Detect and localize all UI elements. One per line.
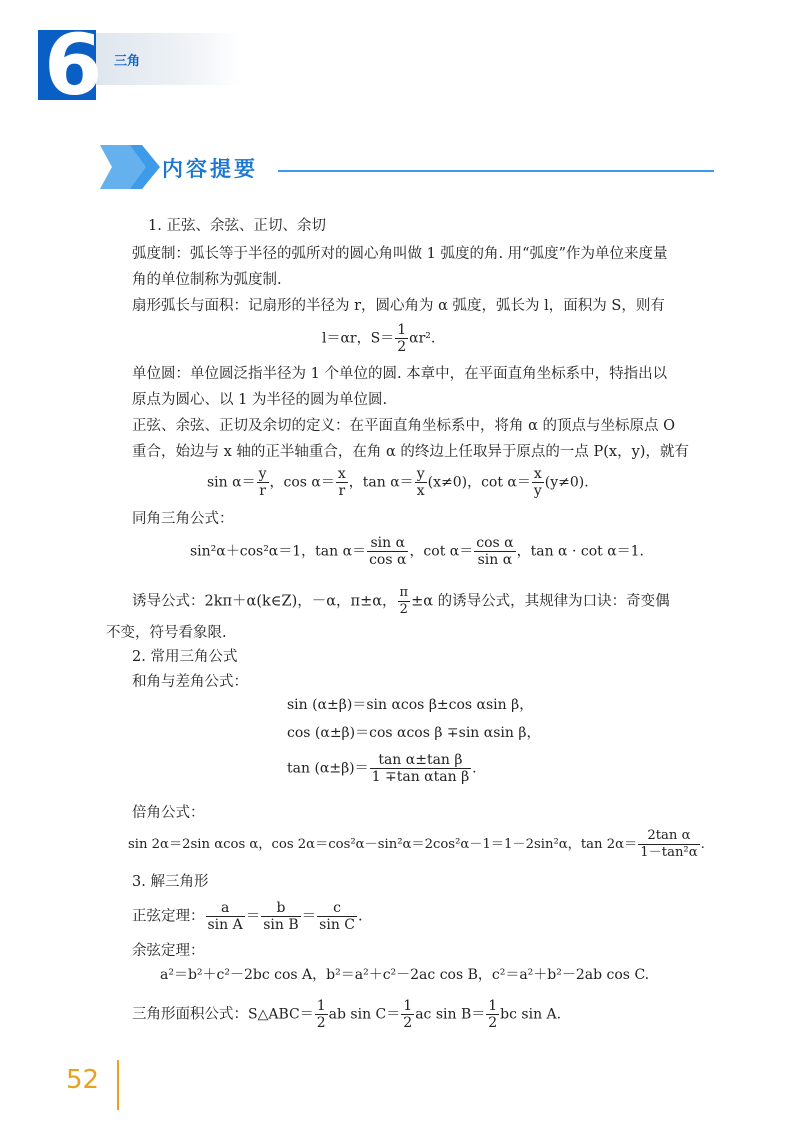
chapter-title: 三角 <box>114 54 141 69</box>
formula-sin-sum: sin (α±β)＝sin αcos β±cos αsin β， <box>287 697 534 713</box>
formula-cos-sum: cos (α±β)＝cos αcos β ∓sin αsin β， <box>287 725 541 741</box>
heading-3: 3. 解三角形 <box>132 874 209 890</box>
paragraph-definition-2: 重合，始边与 x 轴的正半轴重合，在角 α 的终边上任取异于原点的一点 P(x，y)，就有 <box>132 444 689 460</box>
paragraph-sine-law: 正弦定理： $\frac{a}{\text{sin A}}$ ＝ $\frac{b}{\text{sin B}}$ ＝ $\frac{c}{\text{sin C}}$ . <box>132 900 363 933</box>
formula-tan-sum: tan (α±β)＝ $\frac{\text{tan α±tan β}}{\text{1 ∓tan αtan β}}$ . <box>287 752 477 785</box>
formula-cosine-law: a²＝b²＋c²－2bc cos A，b²＝a²＋c²－2ac cos B，c²＝a²＋b²－2ab cos C. <box>160 967 650 983</box>
section-divider <box>278 170 714 172</box>
paragraph-area: 三角形面积公式：S△ABC＝ $\frac{1}{2}$ ab sin C＝ $\frac{1}{2}$ ac sin B＝ $\frac{1}{2}$ bc sin A. <box>132 998 562 1031</box>
paragraph-unit-circle-1: 单位圆：单位圆泛指半径为 1 个单位的圆. 本章中，在平面直角坐标系中，特指出以 <box>132 366 668 382</box>
paragraph-sum-diff: 和角与差角公式： <box>132 674 248 690</box>
paragraph-double-angle: 倍角公式： <box>132 805 205 821</box>
paragraph-induction-2: 不变，符号看象限. <box>106 625 227 641</box>
paragraph-sector: 扇形弧长与面积：记扇形的半径为 r，圆心角为 α 弧度，弧长为 l，面积为 S，则有 <box>132 298 665 314</box>
formula-sector: l＝αr，S＝ $\frac{1}{2}$ αr². <box>322 322 436 355</box>
chapter-number: 6 <box>44 16 103 114</box>
paragraph-definition-1: 正弦、余弦、正切及余切的定义：在平面直角坐标系中，将角 α 的顶点与坐标原点 O <box>132 418 676 434</box>
page-number-bar <box>117 1060 119 1110</box>
paragraph-unit-circle-2: 原点为圆心、以 1 为半径的圆为单位圆. <box>132 392 388 408</box>
heading-2: 2. 常用三角公式 <box>132 649 238 665</box>
formula-double-angle: sin 2α＝2sin αcos α，cos 2α＝cos²α－sin²α＝2cos²α－1＝1－2sin²α，tan 2α＝ $\frac{\text{2tan α}}{\text{1－tan²α}}$ . <box>128 828 705 860</box>
paragraph-cosine-law: 余弦定理： <box>132 943 205 959</box>
paragraph-radian-2: 角的单位制称为弧度制. <box>132 272 282 288</box>
paragraph-same-angle: 同角三角公式： <box>132 511 234 527</box>
heading-1: 1. 正弦、余弦、正切、余切 <box>148 218 326 234</box>
section-title: 内容提要 <box>162 157 258 181</box>
formula-same-angle: sin²α＋cos²α＝1，tan α＝ $\frac{\text{sin α}}{\text{cos α}}$ ，cot α＝ $\frac{\text{cos α}}{\text{sin α}}$ ，tan α · cot α＝1. <box>190 535 645 568</box>
paragraph-radian-1: 弧度制：弧长等于半径的弧所对的圆心角叫做 1 弧度的角. 用“弧度”作为单位来度量 <box>132 246 668 262</box>
paragraph-induction-1: 诱导公式：2kπ＋α(k∈Z)，－α，π±α， $\frac{\pi}{2}$ ±α 的诱导公式，其规律为口诀：奇变偶 <box>132 585 670 617</box>
section-arrow-icon <box>100 145 160 189</box>
page-number: 52 <box>66 1065 100 1095</box>
formula-definitions: sin α＝ $\frac{y}{r}$ ，cos α＝ $\frac{x}{r}$ ，tan α＝ $\frac{y}{x}$ (x≠0)，cot α＝ $\frac{x}{y}$ (y≠0). <box>207 466 589 499</box>
